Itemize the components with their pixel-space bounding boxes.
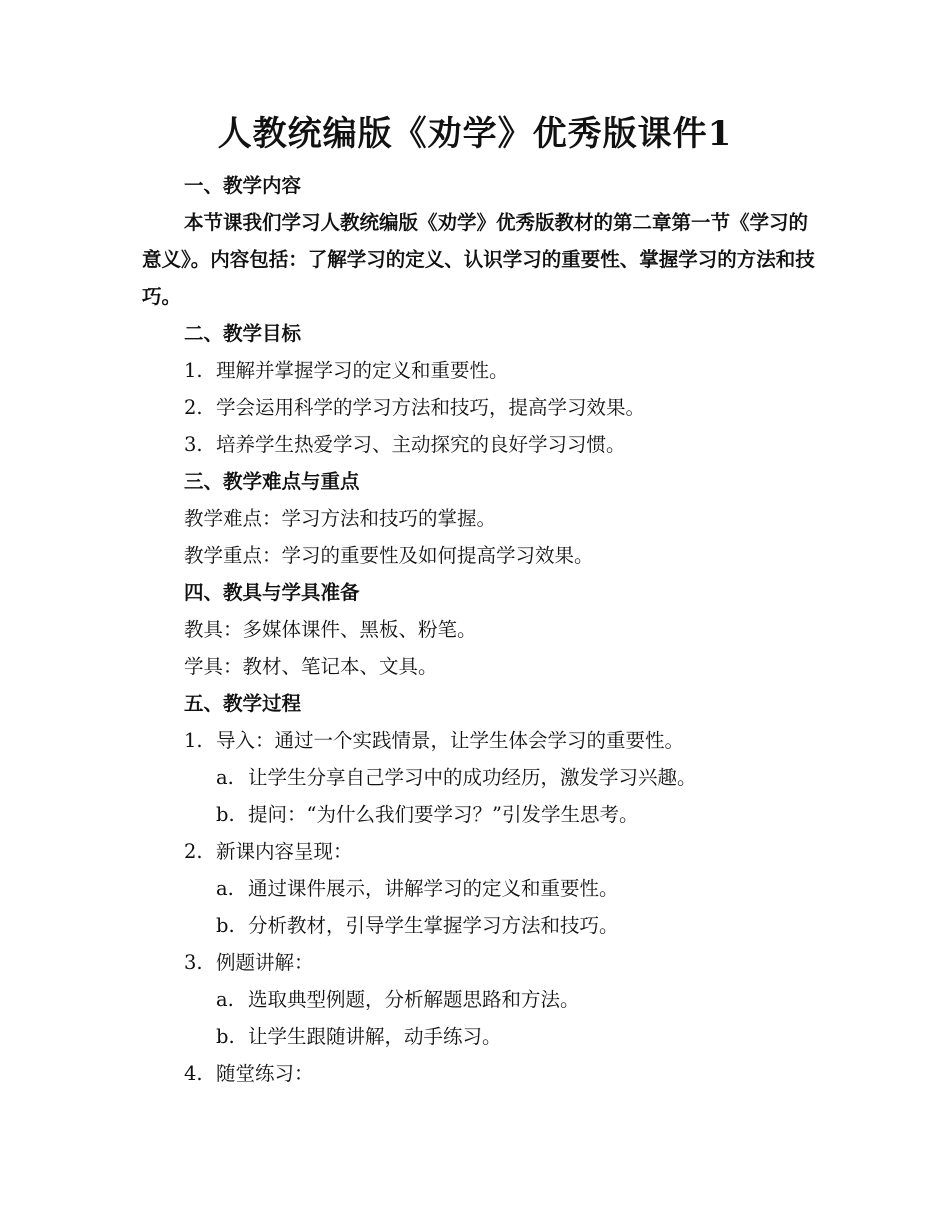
process-step xyxy=(142,722,822,759)
key-point-line: 教学重点：学习的重要性及如何提高学习效果。 xyxy=(184,544,594,567)
list-number: 1. xyxy=(184,359,203,382)
section-heading-process: 五、教学过程 xyxy=(184,692,302,715)
substep-text: 通过课件展示，讲解学习的定义和重要性。 xyxy=(248,877,619,900)
list-number: 3. xyxy=(184,433,203,456)
process-step xyxy=(142,833,822,870)
list-text: 培养学生热爱学习、主动探究的良好学习习惯。 xyxy=(216,433,626,456)
list-item xyxy=(142,426,822,463)
process-substep xyxy=(142,981,822,1018)
process-substep xyxy=(142,1018,822,1055)
step-text: 随堂练习： xyxy=(216,1062,314,1085)
step-number: 4. xyxy=(184,1062,203,1085)
substep-text: 提问：“为什么我们要学习？”引发学生思考。 xyxy=(248,803,639,826)
substep-letter: a. xyxy=(216,877,234,900)
document-body xyxy=(142,167,822,1092)
section-heading-objectives: 二、教学目标 xyxy=(184,322,302,345)
process-step xyxy=(142,1055,822,1092)
student-tools-line: 学具：教材、笔记本、文具。 xyxy=(184,655,438,678)
step-text: 例题讲解： xyxy=(216,951,314,974)
step-text: 新课内容呈现： xyxy=(216,840,353,863)
substep-letter: b. xyxy=(216,803,235,826)
list-text: 学会运用科学的学习方法和技巧，提高学习效果。 xyxy=(216,396,646,419)
substep-letter: a. xyxy=(216,766,234,789)
section-heading-difficulties: 三、教学难点与重点 xyxy=(184,470,360,493)
process-step xyxy=(142,944,822,981)
process-substep xyxy=(142,907,822,944)
substep-text: 让学生跟随讲解，动手练习。 xyxy=(248,1025,502,1048)
substep-text: 选取典型例题，分析解题思路和方法。 xyxy=(248,988,580,1011)
teaching-tools-line: 教具：多媒体课件、黑板、粉笔。 xyxy=(184,618,477,641)
substep-letter: b. xyxy=(216,914,235,937)
section-heading-materials: 四、教具与学具准备 xyxy=(184,581,360,604)
step-number: 1. xyxy=(184,729,203,752)
list-number: 2. xyxy=(184,396,203,419)
list-text: 理解并掌握学习的定义和重要性。 xyxy=(216,359,509,382)
list-item xyxy=(142,389,822,426)
difficulty-line: 教学难点：学习方法和技巧的掌握。 xyxy=(184,507,497,530)
list-item xyxy=(142,352,822,389)
substep-text: 让学生分享自己学习中的成功经历，激发学习兴趣。 xyxy=(248,766,697,789)
document-title: 人教统编版《劝学》优秀版课件1 xyxy=(217,114,733,154)
content-paragraph: 本节课我们学习人教统编版《劝学》优秀版教材的第二章第一节《学习的意义》。内容包括：了解学习的定义、认识学习的重要性、掌握学习的方法和技巧。 xyxy=(142,211,815,308)
section-heading-content: 一、教学内容 xyxy=(184,174,302,197)
substep-text: 分析教材，引导学生掌握学习方法和技巧。 xyxy=(248,914,619,937)
substep-letter: b. xyxy=(216,1025,235,1048)
substep-letter: a. xyxy=(216,988,234,1011)
process-substep xyxy=(142,870,822,907)
step-number: 2. xyxy=(184,840,203,863)
step-text: 导入：通过一个实践情景，让学生体会学习的重要性。 xyxy=(216,729,685,752)
process-substep xyxy=(142,796,822,833)
step-number: 3. xyxy=(184,951,203,974)
process-substep xyxy=(142,759,822,796)
